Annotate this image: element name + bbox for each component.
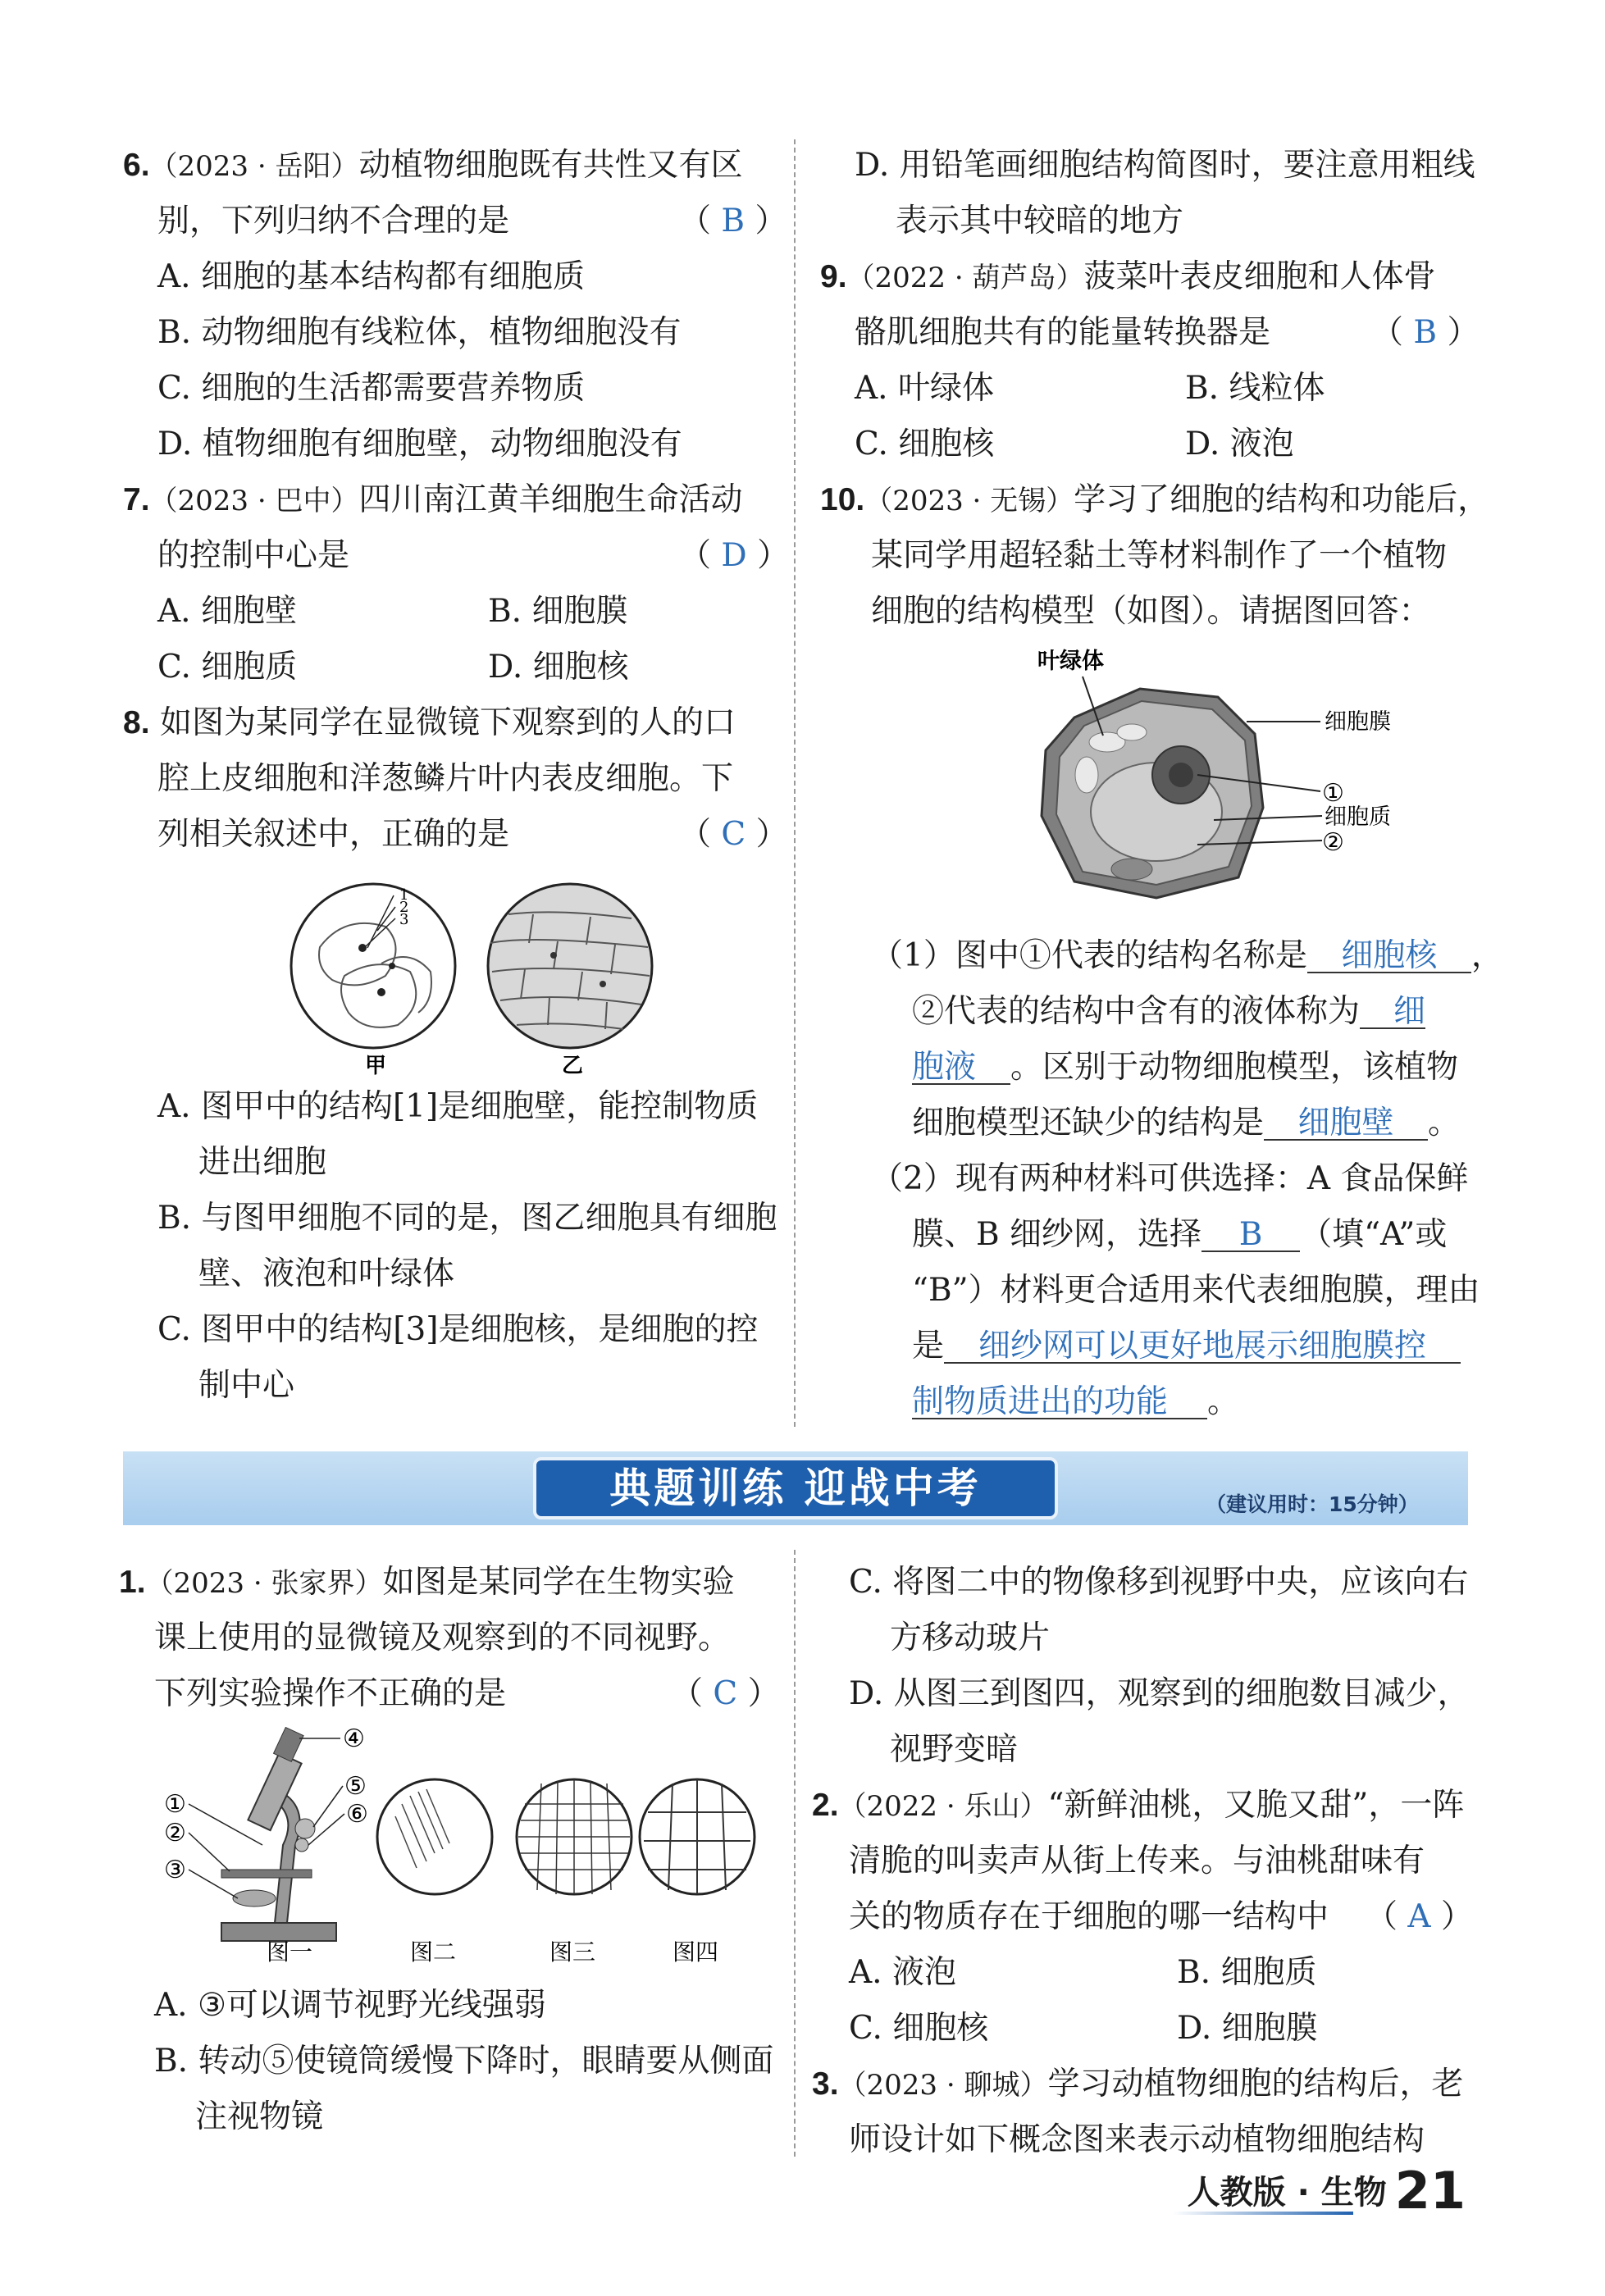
column-divider (794, 1550, 796, 2157)
label-cytoplasm: 细胞质 (1325, 804, 1391, 830)
answer-paren: （ B ） (1371, 314, 1480, 351)
section-title: 典题训练 迎战中考 (533, 1457, 1058, 1519)
label-4: ④ (343, 1724, 365, 1753)
answer-blank: 细胞核 (1307, 940, 1471, 973)
answer-blank: 细 (1360, 995, 1425, 1029)
label-1: 1 (399, 886, 409, 904)
label-circle-2: ② (1322, 828, 1344, 857)
footer-rule (1173, 2212, 1353, 2215)
label-5: ⑤ (344, 1772, 367, 1801)
label-3: 3 (399, 911, 409, 928)
label-circle-1: ① (1322, 779, 1344, 808)
label-2: ② (164, 1819, 186, 1847)
answer-paren: （ B ） (679, 203, 787, 239)
label-jia: 甲 (365, 1054, 387, 1078)
answer-blank: 制物质进出的功能 (912, 1386, 1207, 1419)
suggested-time: （建议用时：15分钟） (1206, 1492, 1419, 1516)
label-fig3: 图三 (549, 1938, 596, 1966)
column-divider (794, 139, 796, 1427)
answer-paren: （ D ） (679, 537, 790, 574)
answer-blank: B (1201, 1219, 1300, 1252)
answer-paren: （ C ） (671, 1675, 780, 1712)
answer-paren: （ C ） (679, 816, 788, 853)
page-number: 21 (1394, 2161, 1466, 2221)
label-yi: 乙 (562, 1054, 584, 1078)
label-1: ① (164, 1790, 186, 1819)
plant-cell-model-figure (1009, 644, 1391, 914)
answer-blank: 细胞壁 (1264, 1107, 1428, 1141)
label-fig1: 图一 (267, 1938, 313, 1966)
answer-blank: 细纱网可以更好地展示细胞膜控 (944, 1330, 1461, 1364)
microscope-figure (164, 1722, 755, 1968)
cell-micrograph-figure (287, 869, 681, 1078)
label-3: ③ (164, 1856, 186, 1884)
label-6: ⑥ (346, 1800, 368, 1829)
label-fig2: 图二 (410, 1938, 457, 1966)
answer-blank: 胞液 (912, 1051, 1010, 1085)
label-membrane: 细胞膜 (1325, 709, 1391, 735)
label-2: 2 (399, 899, 409, 916)
label-chloroplast: 叶绿体 (1037, 649, 1104, 674)
answer-paren: （ A ） (1366, 1898, 1473, 1935)
label-fig4: 图四 (673, 1938, 719, 1966)
edition-label: 人教版 · 生物 (1187, 2174, 1387, 2212)
